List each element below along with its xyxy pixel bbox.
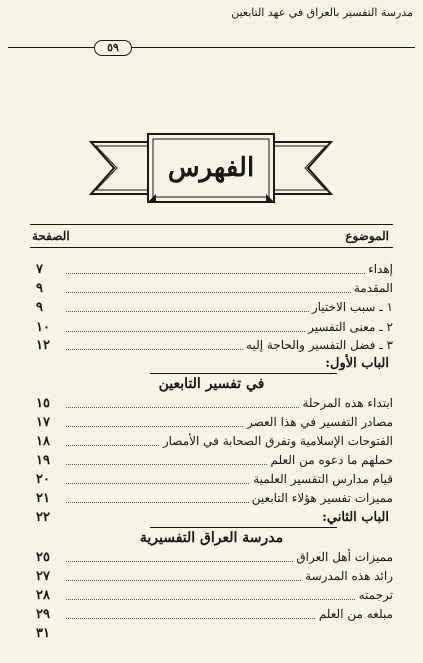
toc-entry: رائد هذه المدرسة ٢٧ — [36, 569, 393, 584]
toc-entry: ابتداء هذه المرحلة ١٥ — [36, 396, 393, 411]
toc-entry: الفتوحات الإسلامية وتفرق الصحابة في الأمصار ١٨ — [36, 434, 393, 449]
title-banner — [86, 124, 336, 216]
part-1-rule — [150, 373, 337, 374]
toc-entry: مميزات أهل العراق ٢٥ — [36, 550, 393, 565]
page-column-label: الصفحة — [32, 229, 70, 243]
page-number: ٥٩ — [94, 40, 132, 56]
part-2-label: الباب الثاني: — [322, 510, 389, 525]
index-title: الفهرس — [167, 153, 255, 183]
toc-entry: ١ ـ سبب الاختيار ٩ — [36, 300, 393, 315]
toc-entry: المقدمة ٩ — [36, 281, 393, 296]
part-2-title: مدرسة العراق التفسيرية — [139, 530, 284, 546]
toc-entry: ٣ ـ فضل التفسير والحاجة إليه ١٢ — [36, 338, 393, 353]
toc-entry: مصادر التفسير في هذا العصر ١٧ — [36, 415, 393, 430]
part-1-label: الباب الأول: — [325, 356, 389, 371]
toc-entry: إهداء ٧ — [36, 262, 393, 277]
toc-page-number: ٣١ — [36, 626, 50, 641]
toc-entry: ترجمته ٢٨ — [36, 588, 393, 603]
part-2-rule — [150, 527, 337, 528]
toc-entry: مبلغه من العلم ٢٩ — [36, 607, 393, 622]
toc-page-number: ٢٢ — [36, 510, 50, 525]
header-rule — [8, 47, 415, 48]
page-header — [6, 6, 417, 56]
part-1-title: في تفسير التابعين — [158, 376, 265, 392]
column-header — [30, 224, 393, 248]
toc-entry: قيام مدارس التفسير العلمية ٢٠ — [36, 472, 393, 487]
toc-entry: حملهم ما دعوه من العلم ١٩ — [36, 453, 393, 468]
toc-entry: مميزات تفسير هؤلاء التابعين ٢١ — [36, 491, 393, 506]
toc-entry: ٢ ـ معنى التفسير ١٠ — [36, 320, 393, 335]
running-title: مدرسة التفسير بالعراق في عهد التابعين — [231, 6, 413, 19]
subject-column-label: الموضوع — [345, 229, 389, 243]
